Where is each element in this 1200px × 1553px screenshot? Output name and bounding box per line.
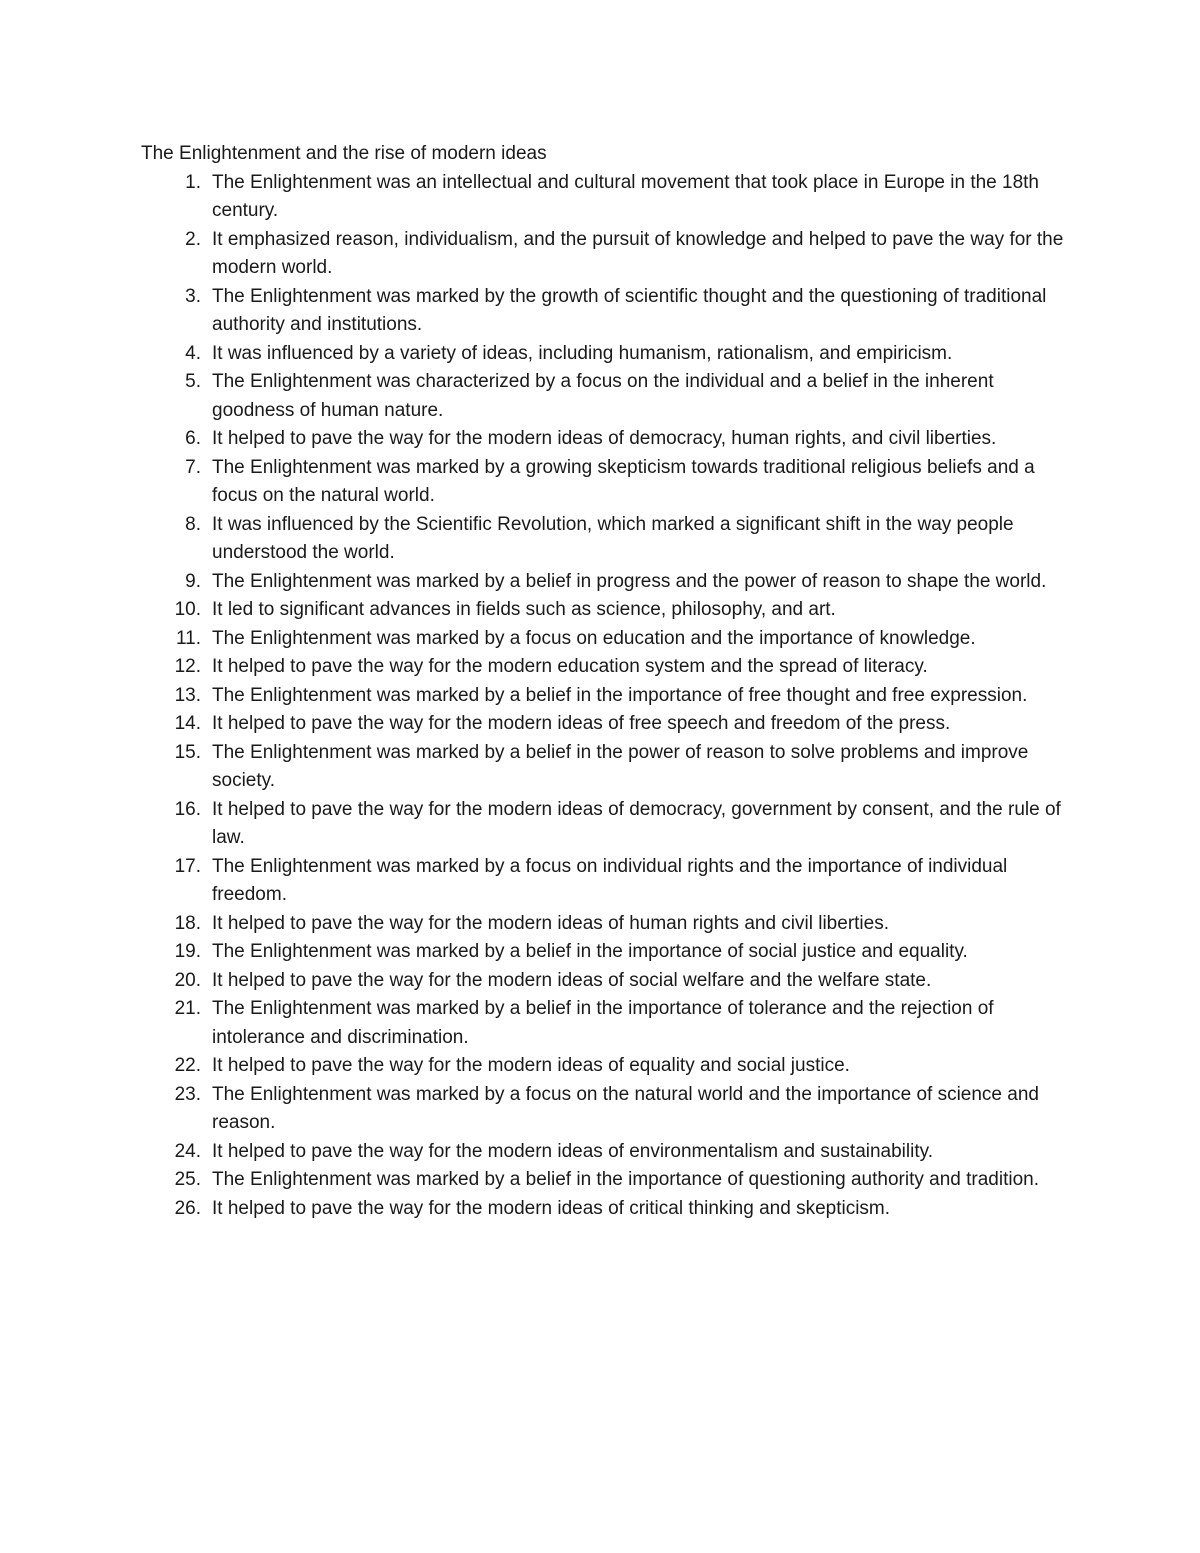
list-item-number: 26. (174, 1197, 201, 1219)
list-item-number: 4. (185, 342, 201, 364)
list-item-text: It helped to pave the way for the modern ideas of free speech and freedom of the press. (212, 713, 951, 734)
list-item-number: 12. (174, 656, 201, 677)
list-item (141, 511, 1071, 568)
list-item-number: 21. (174, 998, 201, 1019)
list-item-text: The Enlightenment was marked by a belief in the importance of social justice and equality. (212, 941, 968, 962)
list-item (141, 425, 1071, 454)
list-item-text: The Enlightenment was marked by a belief in the importance of questioning authority and tradition. (212, 1169, 1039, 1190)
list-item (141, 1166, 1071, 1195)
list-item-number: 19. (174, 941, 201, 962)
list-item (141, 1052, 1071, 1081)
list-item-number: 20. (174, 969, 201, 991)
list-item-text: It helped to pave the way for the modern education system and the spread of literacy. (212, 656, 928, 677)
list-item-text: It helped to pave the way for the modern ideas of critical thinking and skepticism. (212, 1197, 891, 1219)
list-item-text: The Enlightenment was marked by a focus on individual rights and the importance of individual freedom. (212, 855, 1008, 905)
list-item-text: It helped to pave the way for the modern ideas of social welfare and the welfare state. (212, 969, 932, 991)
list-item-number: 18. (174, 912, 201, 934)
list-item-text: The Enlightenment was marked by a belief in the importance of tolerance and the rejection of intolerance and discrimination. (212, 998, 994, 1048)
list-item-text: It emphasized reason, individualism, and the pursuit of knowledge and helped to pave the way for the modern world. (212, 228, 1064, 278)
list-item (141, 568, 1071, 597)
list-item-number: 25. (174, 1169, 201, 1190)
list-item (141, 938, 1071, 967)
list-item-text: It helped to pave the way for the modern ideas of equality and social justice. (212, 1055, 850, 1076)
list-item-text: The Enlightenment was marked by the growth of scientific thought and the questioning of traditional authority and institutions. (212, 285, 1047, 335)
list-item-text: It helped to pave the way for the modern ideas of human rights and civil liberties. (212, 912, 889, 934)
list-item-text: The Enlightenment was marked by a growing skepticism towards traditional religious beliefs and a focus on the natural world. (212, 456, 1035, 506)
list-item (141, 995, 1071, 1052)
list-item (141, 682, 1071, 711)
list-item-number: 11. (175, 627, 201, 649)
list-item-number: 5. (185, 371, 201, 392)
list-item (141, 967, 1071, 996)
numbered-list (141, 169, 1071, 1224)
list-item-text: It led to significant advances in fields such as science, philosophy, and art. (212, 599, 836, 620)
document-title: The Enlightenment and the rise of modern ideas (141, 143, 547, 164)
list-item-number: 15. (174, 741, 201, 763)
list-item-number: 2. (185, 228, 201, 250)
list-item-number: 17. (174, 855, 201, 877)
list-item-number: 16. (174, 798, 201, 820)
list-item (141, 796, 1071, 853)
list-item-number: 9. (185, 570, 201, 592)
list-item (141, 739, 1071, 796)
list-item-text: The Enlightenment was marked by a belief in progress and the power of reason to shape the world. (212, 570, 1047, 592)
list-item (141, 1081, 1071, 1138)
list-item-number: 23. (174, 1083, 201, 1105)
list-item-text: It helped to pave the way for the modern ideas of democracy, government by consent, and the rule of law. (212, 798, 1061, 848)
list-item-text: The Enlightenment was marked by a focus on the natural world and the importance of science and reason. (212, 1083, 1039, 1133)
list-item-number: 6. (185, 428, 201, 449)
list-item (141, 653, 1071, 682)
list-item-text: It was influenced by the Scientific Revolution, which marked a significant shift in the way people understood the world. (212, 513, 1014, 563)
list-item-text: It helped to pave the way for the modern ideas of democracy, human rights, and civil liberties. (212, 428, 997, 449)
list-item-number: 13. (174, 684, 201, 706)
list-item-text: The Enlightenment was marked by a belief in the power of reason to solve problems and improve society. (212, 741, 1029, 791)
list-item-number: 22. (174, 1055, 201, 1076)
list-item-number: 14. (174, 713, 201, 734)
list-item (141, 1138, 1071, 1167)
list-item (141, 710, 1071, 739)
list-item (141, 454, 1071, 511)
list-item (141, 625, 1071, 654)
list-item-number: 24. (174, 1140, 201, 1162)
list-item (141, 169, 1071, 226)
list-item-number: 10. (174, 599, 201, 620)
list-item (141, 853, 1071, 910)
list-item (141, 910, 1071, 939)
list-item-number: 8. (185, 513, 201, 535)
list-item-text: It helped to pave the way for the modern ideas of environmentalism and sustainability. (212, 1140, 933, 1162)
list-item-number: 3. (185, 285, 201, 307)
list-item (141, 368, 1071, 425)
list-item (141, 226, 1071, 283)
list-item-number: 1. (185, 171, 201, 193)
list-item (141, 596, 1071, 625)
list-item-number: 7. (185, 456, 201, 478)
list-item (141, 340, 1071, 369)
list-item-text: It was influenced by a variety of ideas, including humanism, rationalism, and empiricism. (212, 342, 953, 364)
list-item-text: The Enlightenment was an intellectual and cultural movement that took place in Europe in the 18th century. (212, 171, 1040, 221)
list-item (141, 283, 1071, 340)
list-item-text: The Enlightenment was marked by a belief in the importance of free thought and free expression. (212, 684, 1028, 706)
list-item-text: The Enlightenment was characterized by a focus on the individual and a belief in the inherent goodness of human nature. (212, 371, 994, 421)
list-item-text: The Enlightenment was marked by a focus on education and the importance of knowledge. (212, 627, 976, 649)
list-item (141, 1195, 1071, 1224)
